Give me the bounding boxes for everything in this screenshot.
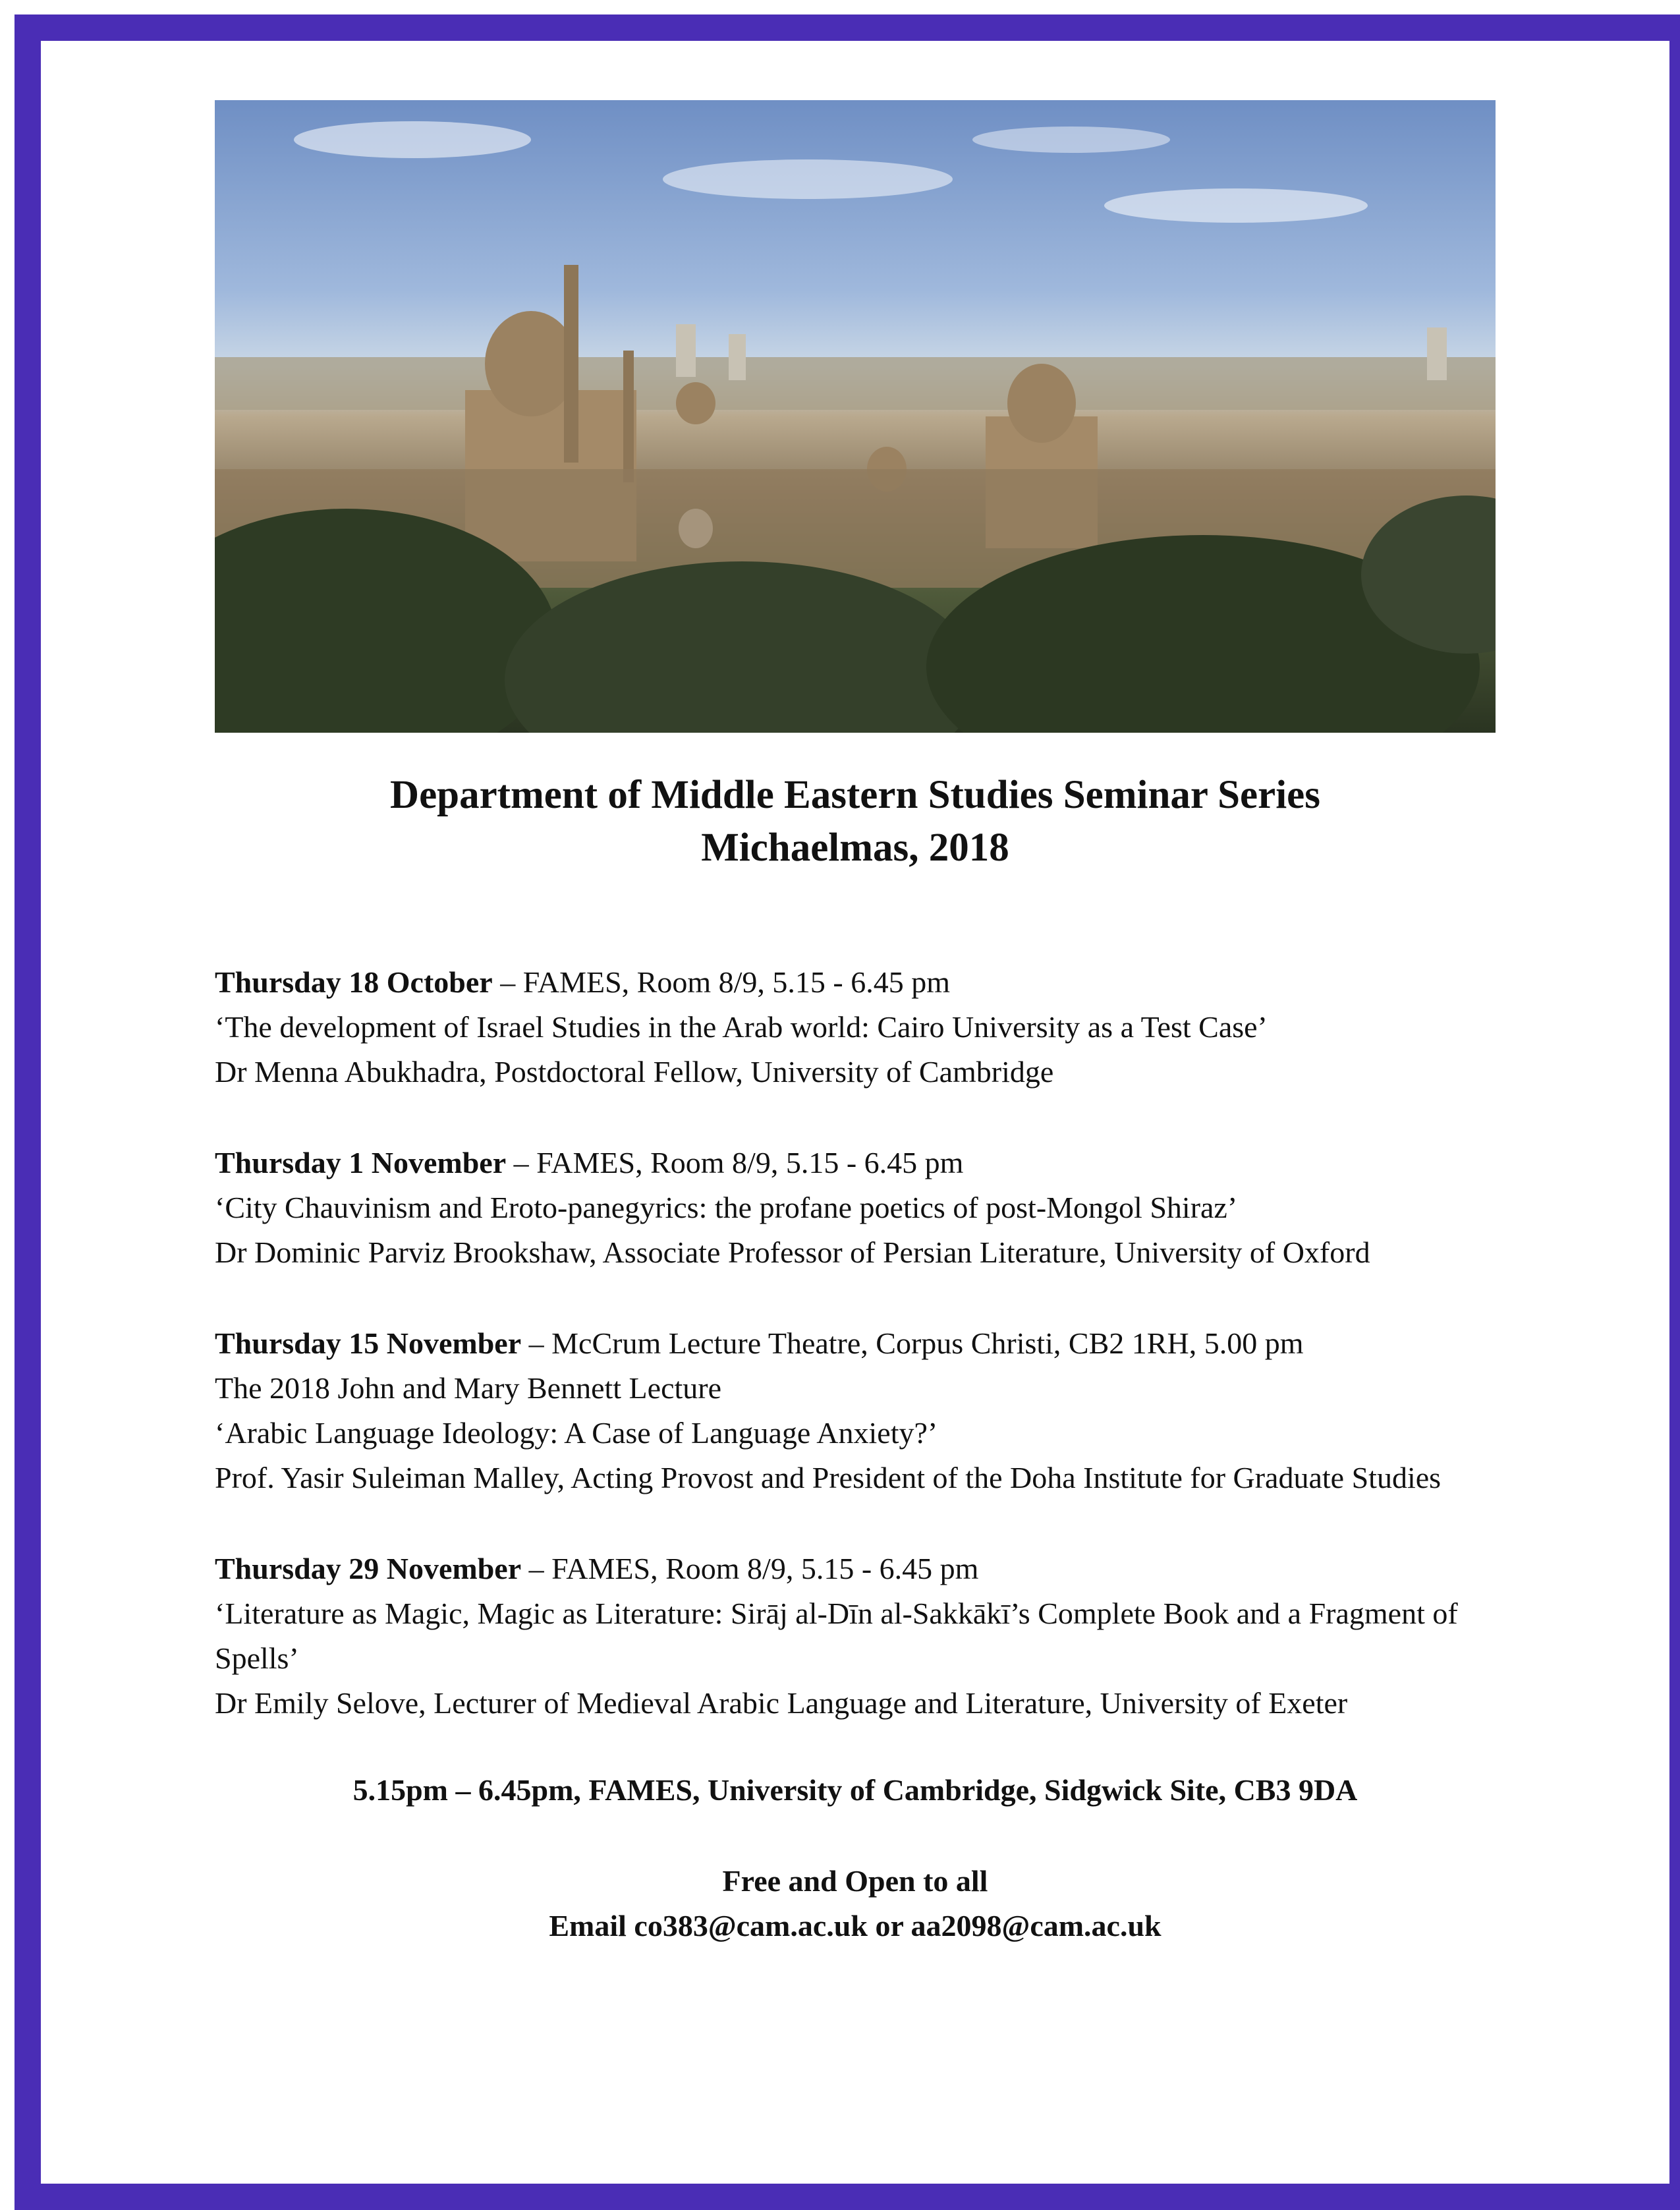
event-talk-title: ‘City Chauvinism and Eroto-panegyrics: the profane poetics of post-Mongol Shiraz’ xyxy=(215,1191,1238,1224)
event-talk-title: ‘Literature as Magic, Magic as Literature: Sirāj al-Dīn al-Sakkākī’s Complete Book and a Fragment of Spells’ xyxy=(215,1597,1458,1675)
event-header xyxy=(215,1321,1496,1366)
seminar-footer xyxy=(215,1768,1496,1948)
event-1-november xyxy=(215,1141,1496,1275)
event-header xyxy=(215,960,1496,1005)
event-speaker: Dr Menna Abukhadra, Postdoctoral Fellow, University of Cambridge xyxy=(215,1055,1054,1089)
venue-info: 5.15pm – 6.45pm, FAMES, University of Cambridge, Sidgwick Site, CB3 9DA xyxy=(352,1773,1358,1807)
events-list xyxy=(215,960,1496,1726)
event-details: – FAMES, Room 8/9, 5.15 - 6.45 pm xyxy=(506,1146,964,1179)
event-header xyxy=(215,1546,1496,1591)
title-line-term: Michaelmas, 2018 xyxy=(701,826,1009,870)
contact-email: Email co383@cam.ac.uk or aa2098@cam.ac.uk xyxy=(549,1909,1162,1942)
event-talk-title: ‘The development of Israel Studies in the Arab world: Cairo University as a Test Case’ xyxy=(215,1010,1268,1044)
event-29-november xyxy=(215,1546,1496,1726)
seminar-title xyxy=(215,769,1496,874)
event-details: – FAMES, Room 8/9, 5.15 - 6.45 pm xyxy=(492,965,950,999)
event-date: Thursday 18 October xyxy=(215,965,493,999)
event-speaker: Dr Emily Selove, Lecturer of Medieval Arabic Language and Literature, University of Exeter xyxy=(215,1686,1348,1720)
title-line-department: Department of Middle Eastern Studies Seminar Series xyxy=(390,773,1320,817)
event-details: – FAMES, Room 8/9, 5.15 - 6.45 pm xyxy=(521,1552,979,1585)
event-header xyxy=(215,1141,1496,1185)
event-lecture-name: The 2018 John and Mary Bennett Lecture xyxy=(215,1371,721,1405)
skyline-illustration xyxy=(215,100,1496,733)
event-15-november xyxy=(215,1321,1496,1500)
poster-content xyxy=(215,100,1496,1948)
event-speaker: Dr Dominic Parviz Brookshaw, Associate Professor of Persian Literature, University of Oxford xyxy=(215,1235,1370,1269)
event-18-october xyxy=(215,960,1496,1094)
event-date: Thursday 1 November xyxy=(215,1146,507,1179)
cairo-skyline-photo xyxy=(215,100,1496,733)
event-speaker: Prof. Yasir Suleiman Malley, Acting Provost and President of the Doha Institute for Graduate Studies xyxy=(215,1461,1442,1494)
page-border xyxy=(14,14,1680,2210)
event-talk-title: ‘Arabic Language Ideology: A Case of Language Anxiety?’ xyxy=(215,1416,938,1450)
event-details: – McCrum Lecture Theatre, Corpus Christi, CB2 1RH, 5.00 pm xyxy=(521,1326,1304,1360)
event-date: Thursday 29 November xyxy=(215,1552,522,1585)
event-date: Thursday 15 November xyxy=(215,1326,522,1360)
free-admission: Free and Open to all xyxy=(722,1864,988,1898)
